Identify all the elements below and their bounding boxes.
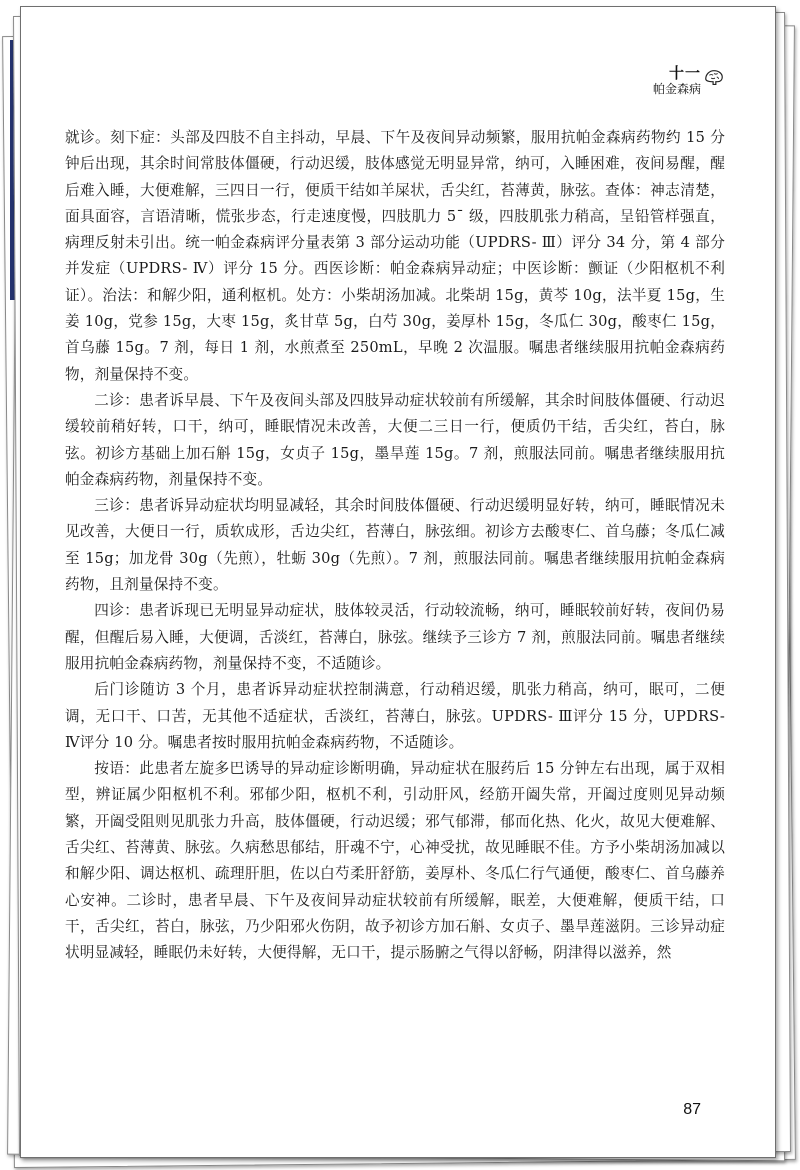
chapter-title: 帕金森病 <box>652 82 701 96</box>
paragraph: 四诊：患者诉现已无明显异动症状，肢体较灵活，行动较流畅，纳可，睡眠较前好转，夜间仍易醒，但醒后易入睡，大便调，舌淡红，苔薄白，脉弦。继续予三诊方 7 剂，煎服法同前。嘱患者继续服用抗帕金森病药物，剂量保持不变，不适随诊。 <box>65 602 725 672</box>
chapter-number: 十一 <box>668 64 701 82</box>
paragraph: 按语：此患者左旋多巴诱导的异动症诊断明确，异动症状在服药后 15 分钟左右出现，属于双相型，辨证属少阳枢机不利。邪郁少阳，枢机不利，引动肝风，经筋开阖失常，开阖过度则见异动频繁，开阖受阻则见肌张力升高，肢体僵硬，行动迟缓；邪气郁滞，郁而化热、化火，故见大便难解、舌尖红、苔薄黄、脉弦。久病愁思郁结，肝魂不宁，心神受扰，故见睡眠不佳。方予小柴胡汤加减以和解少阳、调达枢机、疏理肝胆，佐以白芍柔肝舒筋，姜厚朴、冬瓜仁行气通便，酸枣仁、首乌藤养心安神。二诊时，患者早晨、下午及夜间异动症状较前有所缓解，眠差，大便难解，便质干结，口干，舌尖红，苔白，脉弦，乃少阳邪火伤阴，故予初诊方加石斛、女贞子、墨旱莲滋阴。三诊异动症状明显减轻，睡眠仍未好转，大便得解，无口干，提示肠腑之气得以舒畅，阴津得以滋养，然 <box>65 760 725 962</box>
body-text <box>65 125 725 967</box>
page-number: 87 <box>683 1101 701 1118</box>
paragraph: 就诊。刻下症：头部及四肢不自主抖动，早晨、下午及夜间异动频繁，服用抗帕金森病药物约 15 分钟后出现，其余时间常肢体僵硬，行动迟缓，肢体感觉无明显异常，纳可，入睡困难，夜间易醒，醒后难入睡，大便难解，三四日一行，便质干结如羊屎状，舌尖红，苔薄黄，脉弦。查体：神志清楚，面具面容，言语清晰，慌张步态，行走速度慢，四肢肌力 5ˉ 级，四肢肌张力稍高，呈铅管样强直，病理反射未引出。统一帕金森病评分量表第 3 部分运动功能（UPDRS- Ⅲ）评分 34 分，第 4 部分并发症（UPDRS- Ⅳ）评分 15 分。西医诊断：帕金森病异动症；中医诊断：颤证（少阳枢机不利证）。治法：和解少阳，通利枢机。处方：小柴胡汤加减。北柴胡 15g，黄芩 10g，法半夏 15g，生姜 10g，党参 15g，大枣 15g，炙甘草 5g，白芍 30g，姜厚朴 15g，冬瓜仁 30g，酸枣仁 15g，首乌藤 15g。7 剂，每日 1 剂，水煎煮至 250mL，早晚 2 次温服。嘱患者继续服用抗帕金森病药物，剂量保持不变。 <box>65 129 725 383</box>
paragraph: 后门诊随访 3 个月，患者诉异动症状控制满意，行动稍迟缓，肌张力稍高，纳可，眠可，二便调，无口干、口苦，无其他不适症状，舌淡红，苔薄白，脉弦。UPDRS- Ⅲ评分 15 分，UPDRS- Ⅳ评分 10 分。嘱患者按时服用抗帕金森病药物，不适随诊。 <box>65 681 725 751</box>
brain-icon <box>703 67 725 89</box>
paragraph: 三诊：患者诉异动症状均明显减轻，其余时间肢体僵硬、行动迟缓明显好转，纳可，睡眠情况未见改善，大便日一行，质软成形，舌边尖红，苔薄白，脉弦细。初诊方去酸枣仁、首乌藤；冬瓜仁减至 15g；加龙骨 30g（先煎），牡蛎 30g（先煎）。7 剂，煎服法同前。嘱患者继续服用抗帕金森病药物，且剂量保持不变。 <box>65 497 725 594</box>
book-page <box>20 6 776 1158</box>
running-header <box>653 65 725 97</box>
paragraph: 二诊：患者诉早晨、下午及夜间头部及四肢异动症状较前有所缓解，其余时间肢体僵硬、行动迟缓较前稍好转，口干，纳可，睡眠情况未改善，大便二三日一行，便质仍干结，舌尖红，苔白，脉弦。初诊方基础上加石斛 15g，女贞子 15g，墨旱莲 15g。7 剂，煎服法同前。嘱患者继续服用抗帕金森病药物，剂量保持不变。 <box>65 391 725 488</box>
